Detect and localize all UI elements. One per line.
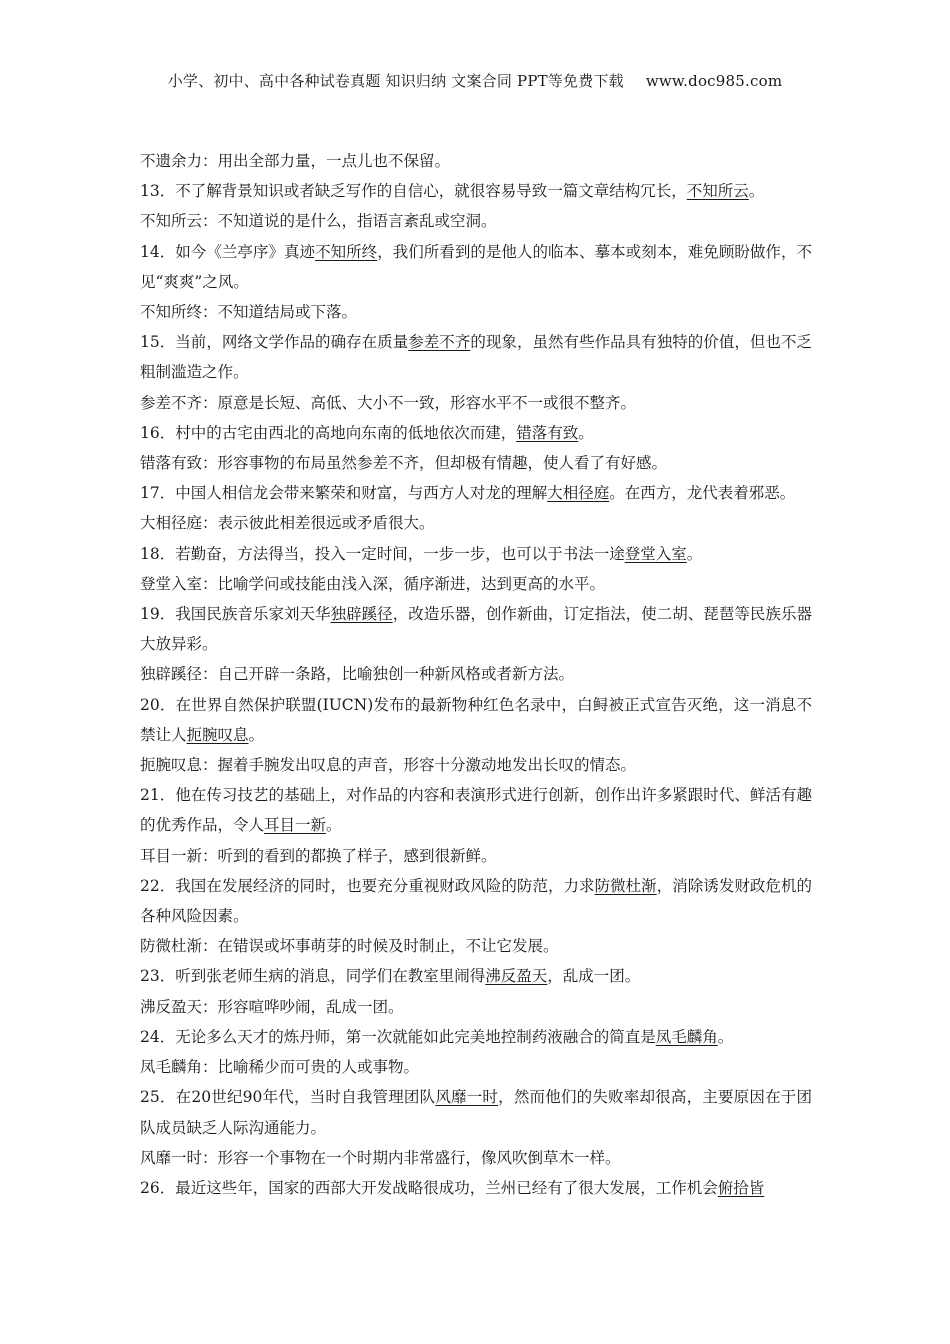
definition-line: 登堂入室：比喻学问或技能由浅入深，循序渐进，达到更高的水平。: [140, 574, 606, 593]
question-item: 22．我国在发展经济的同时，也要充分重视财政风险的防范，力求防微杜渐，消除诱发财政危机的各种风险因素。: [140, 876, 812, 926]
question-item: 13．不了解背景知识或者缺乏写作的自信心，就很容易导致一篇文章结构冗长，不知所云。: [140, 182, 765, 201]
question-item: 20．在世界自然保护联盟(IUCN)发布的最新物种红色名录中，白鲟被正式宣告灭绝，这一消息不禁让人扼腕叹息。: [140, 695, 812, 744]
page-header: [0, 70, 950, 91]
underlined-idiom: 大相径庭: [547, 484, 610, 503]
definition-line: 防微杜渐：在错误或坏事萌芽的时候及时制止，不让它发展。: [140, 937, 559, 956]
question-item: 16．村中的古宅由西北的高地向东南的低地依次而建，错落有致。: [140, 423, 594, 442]
definition-line: 不知所终：不知道结局或下落。: [140, 303, 358, 322]
question-item: 17．中国人相信龙会带来繁荣和财富，与西方人对龙的理解大相径庭。在西方，龙代表着邪恶。: [140, 484, 796, 503]
header-url[interactable]: www.doc985.com: [645, 72, 783, 90]
header-text: 小学、初中、高中各种试卷真题 知识归纳 文案合同 PPT等免费下载: [167, 72, 624, 90]
definition-line: 沸反盈天：形容喧哗吵闹，乱成一团。: [140, 997, 404, 1016]
definition-line: 凤毛麟角：比喻稀少而可贵的人或事物。: [140, 1058, 420, 1077]
question-item: 23．听到张老师生病的消息，同学们在教室里闹得沸反盈天，乱成一团。: [140, 967, 641, 986]
underlined-idiom: 俯拾皆: [717, 1178, 765, 1197]
definition-line: 错落有致：形容事物的布局虽然参差不齐，但却极有情趣，使人看了有好感。: [140, 454, 668, 473]
definition-line: 不遗余力：用出全部力量，一点儿也不保留。: [140, 152, 451, 170]
underlined-idiom: 沸反盈天: [485, 967, 548, 986]
underlined-idiom: 参差不齐: [408, 333, 471, 352]
question-item: 24．无论多么天才的炼丹师，第一次就能如此完美地控制药液融合的简直是凤毛麟角。: [140, 1027, 734, 1046]
question-item: 21．他在传习技艺的基础上，对作品的内容和表演形式进行创新，创作出许多紧跟时代、鲜活有趣的优秀作品，令人耳目一新。: [140, 786, 812, 835]
underlined-idiom: 错落有致: [516, 423, 579, 442]
underlined-idiom: 独辟蹊径: [330, 605, 393, 624]
definition-line: 大相径庭：表示彼此相差很远或矛盾很大。: [140, 514, 435, 533]
underlined-idiom: 风靡一时: [435, 1088, 499, 1107]
definition-line: 独辟蹊径：自己开辟一条路，比喻独创一种新风格或者新方法。: [140, 665, 575, 684]
definition-line: 不知所云：不知道说的是什么，指语言紊乱或空洞。: [140, 212, 497, 231]
definition-line: 耳目一新：听到的看到的都换了样子，感到很新鲜。: [140, 846, 497, 865]
question-item: 14．如今《兰亭序》真迹不知所终，我们所看到的是他人的临本、摹本或刻本，难免顾盼做作，不见“爽爽”之风。: [140, 242, 812, 291]
underlined-idiom: 凤毛麟角: [655, 1027, 718, 1046]
question-item: 18．若勤奋，方法得当，投入一定时间，一步一步，也可以于书法一途登堂入室。: [140, 544, 703, 563]
underlined-idiom: 防微杜渐: [594, 876, 657, 895]
idiom-list: [140, 146, 812, 1203]
underlined-idiom: 登堂入室: [624, 544, 687, 563]
underlined-idiom: 扼腕叹息: [186, 725, 249, 744]
question-item: 26．最近这些年，国家的西部大开发战略很成功，兰州已经有了很大发展，工作机会俯拾皆: [140, 1178, 765, 1197]
question-item: 19．我国民族音乐家刘天华独辟蹊径，改造乐器，创作新曲，订定指法，使二胡、琵琶等民族乐器大放异彩。: [140, 605, 812, 654]
definition-line: 扼腕叹息：握着手腕发出叹息的声音，形容十分激动地发出长叹的情态。: [140, 756, 637, 775]
underlined-idiom: 不知所云: [686, 182, 749, 201]
underlined-idiom: 耳目一新: [264, 816, 327, 835]
question-item: 25．在20世纪90年代，当时自我管理团队风靡一时，然而他们的失败率却很高，主要原因在于团队成员缺乏人际沟通能力。: [140, 1088, 812, 1137]
definition-line: 参差不齐：原意是长短、高低、大小不一致，形容水平不一或很不整齐。: [140, 393, 637, 412]
question-item: 15．当前，网络文学作品的确存在质量参差不齐的现象，虽然有些作品具有独特的价值，但也不乏粗制滥造之作。: [140, 333, 812, 382]
underlined-idiom: 不知所终: [315, 242, 378, 261]
definition-line: 风靡一时：形容一个事物在一个时期内非常盛行，像风吹倒草木一样。: [140, 1148, 621, 1167]
